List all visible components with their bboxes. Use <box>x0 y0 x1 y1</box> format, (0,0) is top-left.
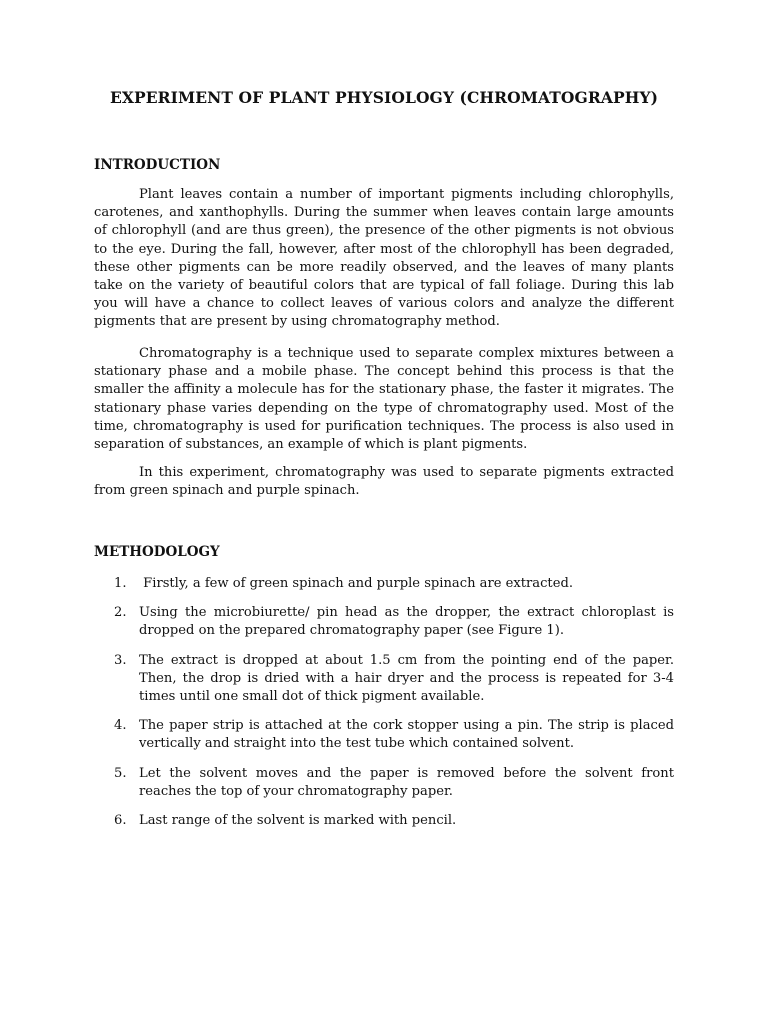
step-text: Using the microbiurette/ pin head as the dropper, the extract chloroplast is dropped on the prepared chromatography paper (see Figure 1). <box>139 605 674 639</box>
step-text: The paper strip is attached at the cork stopper using a pin. The strip is placed vertically and straight into the test tube which contained solvent. <box>139 718 674 752</box>
methodology-step-5 <box>94 765 674 801</box>
introduction-heading: INTRODUCTION <box>94 157 221 173</box>
document-title: EXPERIMENT OF PLANT PHYSIOLOGY (CHROMATOGRAPHY) <box>109 88 659 107</box>
step-number: 6. <box>114 813 127 829</box>
introduction-paragraph-2: Chromatography is a technique used to separate complex mixtures between a stationary phase and a mobile phase. The concept behind this process is that the smaller the affinity a molecule has for the stationary phase, the faster it migrates. The stationary phase varies depending on the type of chromatography used. Most of the time, chromatography is used for purification techniques. The process is also used in separation of substances, an example of which is plant pigments. <box>94 346 674 453</box>
step-number: 4. <box>114 718 127 734</box>
introduction-paragraph-1: Plant leaves contain a number of important pigments including chlorophylls, carotenes, and xanthophylls. During the summer when leaves contain large amounts of chlorophyll (and are thus green), the presence of the other pigments is not obvious to the eye. During the fall, however, after most of the chlorophyll has been degraded, these other pigments can be more readily observed, and the leaves of many plants take on the variety of beautiful colors that are typical of fall foliage. During this lab you will have a chance to collect leaves of various colors and analyze the different pigments that are present by using chromatography method. <box>94 187 674 330</box>
step-number: 5. <box>114 765 127 781</box>
methodology-steps-list <box>94 575 674 841</box>
methodology-heading: METHODOLOGY <box>94 544 220 560</box>
step-number: 1. <box>114 576 127 591</box>
methodology-step-4 <box>94 717 674 753</box>
step-text: Let the solvent moves and the paper is removed before the solvent front reaches the top of your chromatography paper. <box>139 765 674 799</box>
methodology-step-2 <box>94 604 674 640</box>
methodology-step-3 <box>94 652 674 707</box>
methodology-step-1 <box>94 575 674 593</box>
step-number: 2. <box>114 605 127 621</box>
step-text: Firstly, a few of green spinach and purple spinach are extracted. <box>139 576 573 591</box>
step-text: The extract is dropped at about 1.5 cm from the pointing end of the paper. Then, the drop is dried with a hair dryer and the process is repeated for 3-4 times until one small dot of thick pigment available. <box>139 652 674 705</box>
step-number: 3. <box>114 652 127 668</box>
introduction-paragraph-3: In this experiment, chromatography was used to separate pigments extracted from green spinach and purple spinach. <box>94 465 674 499</box>
step-text: Last range of the solvent is marked with pencil. <box>139 813 457 829</box>
methodology-step-6 <box>94 812 674 830</box>
